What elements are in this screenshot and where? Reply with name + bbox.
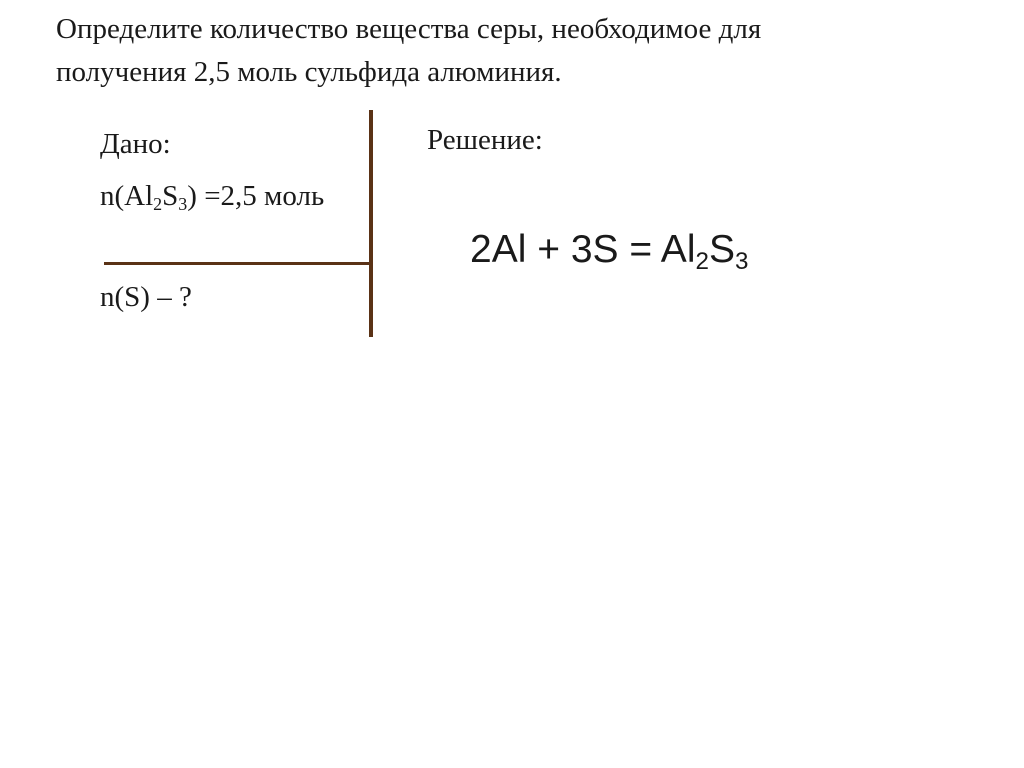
given-prefix: n(Al <box>100 180 154 212</box>
find-quantity: n(S) – ? <box>100 281 192 313</box>
given-heading: Дано: <box>100 128 171 160</box>
given-subscript-al: 2 <box>153 194 163 215</box>
solution-heading: Решение: <box>427 124 543 156</box>
equation-mid: S <box>708 228 735 271</box>
horizontal-divider <box>104 262 369 265</box>
reaction-equation <box>470 228 749 275</box>
given-subscript-s: 3 <box>178 194 188 215</box>
problem-line-1: Определите количество вещества серы, необходимое для <box>56 13 762 45</box>
problem-statement <box>56 8 956 94</box>
given-quantity <box>100 180 325 215</box>
equation-subscript-al: 2 <box>695 247 709 275</box>
problem-line-2: получения 2,5 моль сульфида алюминия. <box>56 56 562 88</box>
given-suffix: ) =2,5 моль <box>187 180 325 212</box>
given-mid: S <box>162 180 179 212</box>
equation-left: 2Al + 3S = Al <box>470 228 696 271</box>
equation-subscript-s: 3 <box>734 247 749 275</box>
vertical-divider <box>369 110 373 337</box>
